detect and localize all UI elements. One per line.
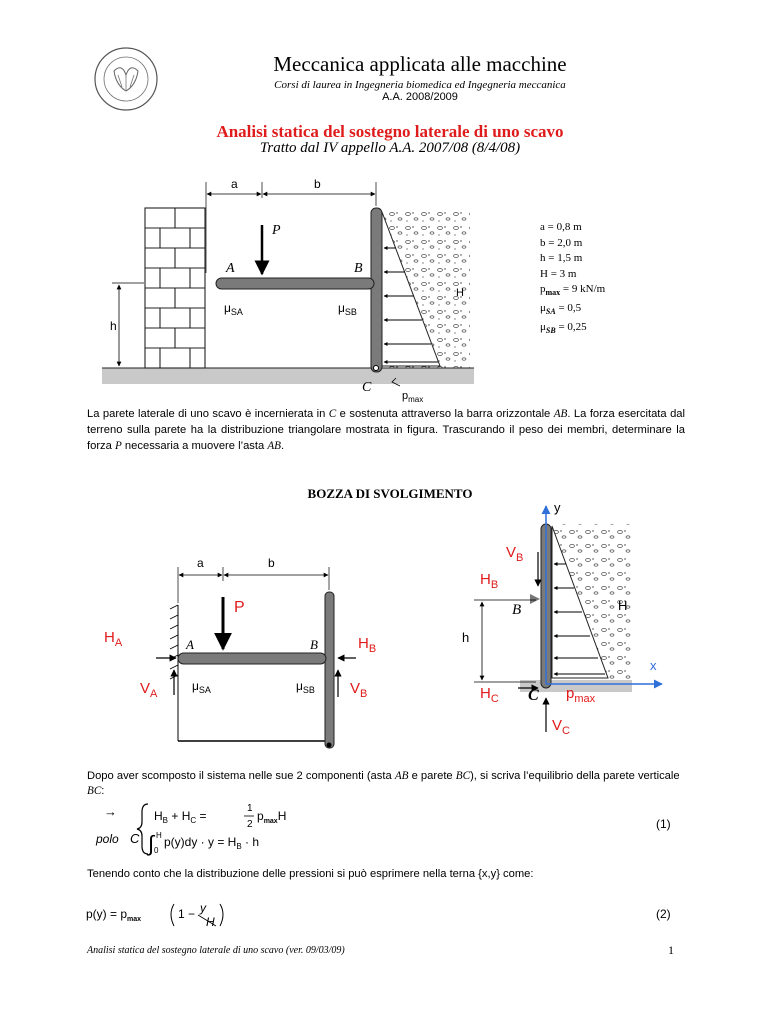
footer-text: Analisi statica del sostegno laterale di uno scavo (ver. 09/03/09): [87, 945, 345, 956]
mu-sa-label-2: $\mu_{SA}$: [192, 679, 211, 695]
pmax-label: $p_{max}$: [402, 390, 424, 404]
problem-figure: [100, 168, 480, 404]
equation-2-num: y: [200, 901, 206, 915]
point-b-label: B: [354, 261, 363, 276]
va-label: $V_A$: [140, 680, 158, 700]
brick-wall: [145, 208, 205, 368]
hc-label: $H_C$: [480, 685, 499, 705]
param-H: H = 3 m: [540, 267, 577, 280]
point-c-label: C: [362, 380, 372, 395]
mu-sb-label-2: $\mu_{SB}$: [296, 679, 315, 695]
x-axis-label: x: [650, 658, 657, 673]
param-b: b = 2,0 m: [540, 236, 583, 249]
dim-a-label: a: [231, 177, 238, 191]
parameters-list: [540, 220, 605, 339]
bar-ab: [216, 278, 374, 289]
equation-1-arrow: →: [104, 804, 117, 819]
analysis-paragraph: Dopo aver scomposto il sistema nelle sue 2 componenti (asta AB e parete BC), si scriva l’equilibrio della parete verticale BC:: [87, 770, 680, 797]
dim-h-label: h: [110, 319, 117, 333]
equation-1-line2: $p(y)dy \cdot y = H_B \cdot h$: [164, 835, 260, 851]
param-mu-sb: $\mu_{SB} = 0,25$: [540, 320, 587, 336]
equation-1-half-num: 1: [247, 803, 253, 814]
integral-lower: 0: [154, 846, 159, 855]
page-number: 1: [668, 943, 674, 957]
section-heading: BOZZA DI SVOLGIMENTO: [307, 486, 473, 501]
university-seal-logo: [92, 45, 160, 113]
point-b-label-3: B: [512, 602, 522, 618]
vb-label-3: $V_B$: [506, 544, 524, 564]
document-title: Analisi statica del sostegno laterale di uno scavo: [216, 122, 564, 141]
point-a-label-2: A: [186, 637, 194, 652]
equation-2-number: (2): [656, 907, 671, 921]
pressure-paragraph: Tenendo conto che la distribuzione delle pressioni si può esprimere nella terna {x,y} come:: [87, 868, 534, 880]
bar-ab-free-body-figure: [100, 545, 377, 760]
y-axis-label: y: [554, 500, 561, 515]
equation-1: [96, 800, 680, 858]
equation-1-pole-c: C: [130, 831, 140, 846]
wall-bc: [371, 208, 382, 372]
document-source: Tratto dal IV appello A.A. 2007/08 (8/4/08): [259, 140, 521, 156]
pmax-label-3: $p_{max}$: [566, 685, 596, 705]
point-b-label-2: B: [310, 637, 318, 652]
equation-1-number: (1): [656, 817, 671, 831]
ha-label: $H_A$: [104, 629, 123, 649]
vc-label: $V_C$: [552, 717, 570, 737]
force-p-label: P: [272, 223, 281, 238]
equation-2-lhs: $p(y) = p_{max}$: [86, 907, 142, 923]
mu-sb-label: $\mu_{SB}$: [338, 301, 357, 317]
dim-H-label-3: H: [618, 598, 628, 613]
course-subtitle: Corsi di laurea in Ingegneria biomedica ed Ingegneria meccanica: [274, 79, 566, 91]
equation-1-line1: $H_B + H_C$ =: [154, 809, 207, 825]
param-mu-sa: $\mu_{SA} = 0,5$: [540, 302, 582, 317]
dim-h-label-3: h: [462, 630, 470, 645]
mu-sa-label: $\mu_{SA}$: [224, 301, 243, 317]
dim-a-label-2: a: [197, 556, 204, 570]
dim-b-label-2: b: [268, 556, 275, 570]
academic-year: A.A. 2008/2009: [382, 91, 458, 103]
param-pmax: $p_{max} = 9$ kN/m: [540, 283, 606, 298]
dim-H-label: H: [456, 287, 464, 299]
param-h: h = 1,5 m: [540, 252, 583, 265]
equation-2-one: 1 −: [178, 907, 196, 921]
problem-statement: La parete laterale di uno scavo è incernierata in C e sostenuta attraverso la barra orizzontale AB. La forza esercitata dal terreno sulla parete ha la distribuzione triangolare mostrata in figura. Trascurando il peso dei membri, determinare la forza P necessaria a muovere l’asta AB.: [87, 408, 685, 452]
point-a-label: A: [226, 261, 235, 276]
vb-label: $V_B$: [350, 680, 368, 700]
equation-1-line1-rhs: $p_{max}H$: [257, 809, 287, 825]
dim-b-label: b: [314, 177, 321, 191]
point-c-label-3: C: [528, 687, 539, 704]
equation-2-den: H: [206, 915, 215, 929]
integral-sign: ∫: [148, 831, 155, 856]
wall-bc-free-body-figure: [440, 500, 670, 762]
bar-ab-2: [178, 653, 326, 664]
hb-label-3: $H_B$: [480, 571, 499, 591]
equation-1-half-den: 2: [247, 819, 253, 830]
integral-upper: H: [156, 831, 162, 840]
course-title: Meccanica applicata alle macchine: [273, 52, 567, 76]
force-p-label-2: P: [234, 599, 245, 616]
equation-2: [86, 896, 680, 936]
equation-1-polo: polo: [96, 832, 119, 846]
hb-label: $H_B$: [358, 635, 377, 655]
param-a: a = 0,8 m: [540, 221, 582, 233]
